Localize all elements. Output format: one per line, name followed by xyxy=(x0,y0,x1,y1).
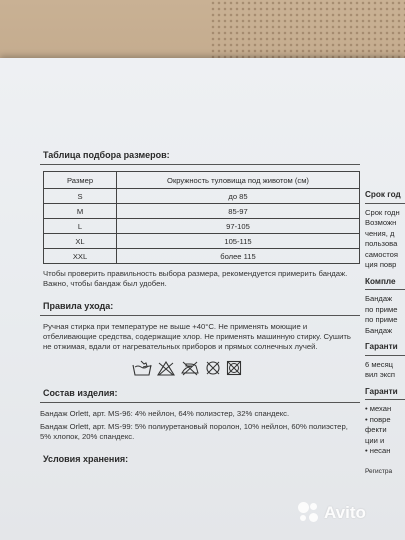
avito-watermark-text: Avito xyxy=(324,503,366,522)
size-note: Чтобы проверить правильность выбора размера, рекомендуется примерить бандаж. Важно, чтобы бандаж был удобен. xyxy=(43,269,348,288)
right-line: ция повр xyxy=(365,260,397,269)
right-line: Возможн xyxy=(365,218,397,227)
right-line: 6 месяц xyxy=(365,359,394,369)
composition-line: Бандаж Orlett, арт. MS-99: 5% полиуретановый поролон, 10% нейлон, 60% полиэстер, 5% хлопок, 20% спандекс. xyxy=(40,422,348,441)
care-title: Правила ухода: xyxy=(43,301,114,311)
document-right-column xyxy=(365,190,405,477)
care-section xyxy=(40,301,360,376)
girth-cell: до 85 xyxy=(117,189,360,204)
table-row xyxy=(44,204,360,219)
right-line: • повре xyxy=(365,414,391,424)
divider xyxy=(365,203,405,204)
size-cell: M xyxy=(44,204,117,219)
table-row xyxy=(44,234,360,249)
size-cell: XXL xyxy=(44,249,117,264)
right-line: • механ xyxy=(365,404,392,413)
no-iron-icon xyxy=(180,360,200,376)
storage-section xyxy=(40,454,360,464)
girth-cell: 105-115 xyxy=(117,234,360,249)
right-heading: Срок год xyxy=(365,190,401,199)
right-line: ции и xyxy=(365,435,385,445)
avito-logo-icon xyxy=(298,502,320,524)
right-heading: Компле xyxy=(365,276,396,286)
divider xyxy=(365,289,405,290)
size-table-section xyxy=(40,150,360,289)
right-line: • несан xyxy=(365,446,391,455)
right-line: чения, д xyxy=(365,228,395,238)
size-cell: L xyxy=(44,219,117,234)
composition-section xyxy=(40,388,360,442)
avito-watermark xyxy=(298,502,366,524)
care-text: Ручная стирка при температуре не выше +40°С. Не применять моющие и отбеливающие средства, содержащие хлор. Не применять машинную стирку. Сушить не отжимая, вдали от нагревательных приборов и прямых солнечных лучей. xyxy=(43,322,351,351)
size-table xyxy=(43,171,360,264)
right-line: Срок годн xyxy=(365,207,400,217)
girth-cell: 97-105 xyxy=(117,219,360,234)
right-line: по приме xyxy=(365,315,398,324)
right-line: вил эксп xyxy=(365,370,396,379)
right-heading: Гаранти xyxy=(365,342,398,351)
divider xyxy=(40,164,360,165)
divider xyxy=(365,399,405,400)
right-line: фекти xyxy=(365,425,387,434)
size-table-title: Таблица подбора размеров: xyxy=(43,150,170,160)
size-cell: S xyxy=(44,189,117,204)
table-row xyxy=(44,219,360,234)
column-header-size: Размер xyxy=(44,172,117,189)
column-header-girth: Окружность туловища под животом (см) xyxy=(117,172,360,189)
no-tumble-dry-icon xyxy=(226,360,242,376)
girth-cell: 85-97 xyxy=(117,204,360,219)
table-row xyxy=(44,189,360,204)
table-header-row xyxy=(44,172,360,189)
document-left-column xyxy=(40,150,360,468)
divider xyxy=(40,315,360,316)
no-bleach-icon xyxy=(157,360,175,376)
right-heading: Гаранти xyxy=(365,386,398,396)
table-row xyxy=(44,249,360,264)
divider xyxy=(40,402,360,403)
size-cell: XL xyxy=(44,234,117,249)
right-line: Бандаж xyxy=(365,325,393,335)
hand-wash-icon xyxy=(132,360,152,376)
right-line: пользова xyxy=(365,239,398,248)
right-footer: Регистра xyxy=(365,467,393,475)
no-dry-clean-icon xyxy=(205,360,221,376)
right-line: самостоя xyxy=(365,249,398,259)
composition-line: Бандаж Orlett, арт. MS-96: 4% нейлон, 64% полиэстер, 32% спандекс. xyxy=(40,409,290,418)
composition-title: Состав изделия: xyxy=(43,388,118,398)
right-line: Бандаж xyxy=(365,294,393,303)
girth-cell: более 115 xyxy=(117,249,360,264)
right-line: по приме xyxy=(365,304,398,314)
divider xyxy=(365,355,405,356)
storage-title: Условия хранения: xyxy=(43,454,129,464)
care-symbols xyxy=(132,360,360,376)
